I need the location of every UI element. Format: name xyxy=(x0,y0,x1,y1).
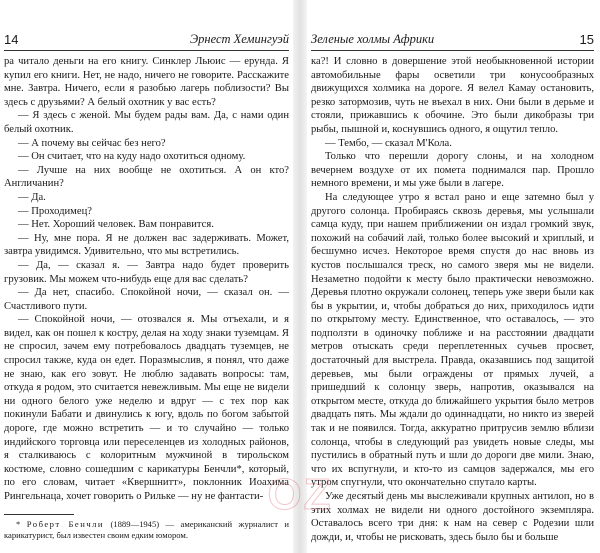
paragraph: Уже десятый день мы выслеживали крупных антилоп, но в этих холмах не видели ни одного достойного экземпляра. Оставалось всего три дня: к нам на север с Родезии шли дожди, и, чтобы не рисковать, здесь было бы и больше xyxy=(311,491,594,543)
footnote-name: Роберт Бенчли xyxy=(26,518,105,529)
left-page xyxy=(0,0,293,553)
right-page-number: 15 xyxy=(579,31,594,47)
left-page-running-title: Эрнест Хемингуэй xyxy=(189,31,289,46)
paragraph: — Нет. Хороший человек. Вам понравится. xyxy=(18,219,214,231)
paragraph: ка?! И словно в довершение этой необыкновенной истории автомобильные фары осветили три конусообразных движущихся холмика на дороге. Я велел Камау остановить, резко затормозив, чуть не въехал в них. Они были в дерьме и стояли, прижавшись к обочине. Это были дикобразы три рыбы, пышной и, коснувшись одного, я ощутил тепло. xyxy=(311,56,594,135)
paragraph: — Лучше на них вообще не охотиться. А он кто? Англичанин? xyxy=(4,164,289,190)
left-page-text xyxy=(4,55,289,504)
paragraph: На следующее утро я встал рано и еще затемно был у другого солонца. Пробираясь сквозь деревья, мы услышали самца куду, при нашем приближении он издал громкий звук, похожий на собачий лай, только более высокий и хриплый, и бесшумно исчез. Некоторое время спустя до нас вновь из кустов послышался треск, но самого зверя мы не видели. Незаметно подойти к месту было практически невозможно. Деревья плотно окружали солонец, теперь уже звери были как бы в укрытии, и, чтобы добраться до них, приходилось идти по открытому месту. Единственное, что оставалось, — это подползти в одиночку поближе и на расстоянии двадцати метров отыскать среди переплетенных сучьев просвет, достаточный для выстрела. Правда, оказавшись под защитой деревьев, мы были ограждены от прямых лучей, а пришедший к солонцу зверь, напротив, оказывался на открытом месте, откуда до ближайшего укрытия было метров двадцать пять. Мы ждали до одиннадцати, но никто из зверей так и не появился. Тогда, аккуратно притрусив землю вблизи солонца, чтобы в следующий раз увидеть новые следы, мы пустились в обратный путь и шли до дороги две мили. Знаю, что их вспугнули, и кто-то из самцов задержался, мы его утром спугнули, что окончательно спутало карты. xyxy=(311,191,594,489)
paragraph: — Ну, мне пора. Я не должен вас задерживать. Может, завтра увидимся. Удивительно, что мы встретились. xyxy=(4,232,289,258)
paragraph: ра читало деньги на его книгу. Синклер Льюис — ерунда. Я купил его книги. Нет, не надо, ничего не говорите. Расскажите мне. Завтра. Ничего, если я разобью лагерь поблизости? Вы здесь с друзьями? А белый охотник у вас есть? xyxy=(4,56,289,108)
footnote xyxy=(4,519,289,541)
paragraph: — Я здесь с женой. Мы будем рады вам. Да, с нами один белый охотник. xyxy=(4,110,289,135)
paragraph: — А почему вы сейчас без него? xyxy=(18,137,166,149)
paragraph: — Да. xyxy=(18,191,46,203)
left-page-number: 14 xyxy=(4,31,19,47)
paragraph: — Он считает, что на куду надо охотиться одному. xyxy=(18,151,246,163)
footnote-divider xyxy=(4,514,74,515)
right-page-running-title: Зеленые холмы Африки xyxy=(311,31,435,46)
paragraph: — Тембо, — сказал М'Кола. xyxy=(325,137,452,149)
paragraph: — Да нет, спасибо. Спокойной ночи, — сказал он. — Счастливого пути. xyxy=(4,287,289,312)
right-page-text xyxy=(311,55,594,544)
paragraph: — Проходимец? xyxy=(18,205,92,217)
paragraph: Только что перешли дорогу слоны, и на холодном вечернем воздухе от их помета поднимался пар. Прошло немного времени, и мы уже были в лагере. xyxy=(311,151,594,190)
left-page-header xyxy=(4,28,289,51)
book-gutter xyxy=(293,0,307,553)
footnote-marker: * xyxy=(16,518,21,529)
right-page xyxy=(307,0,600,553)
footnote-text: (1889—1945) — американский журналист и карикатурист, был известен своим едким юмором. xyxy=(4,518,289,540)
paragraph: — Спокойной ночи, — отозвался я. Мы отъехали, и я видел, как он пошел к костру, делая на ходу знаки туземцам. Я не спросил, зачем ему потребовалось двадцать туземцев, не спросил также, куда он едет. Поразмыслив, я понял, что даже не знаю, как его зовут. Не люблю задавать вопросы: там, откуда я родом, это считается невежливым. Мы еще не видели ни одного белого уже неделю и вдруг — с тех пор как покинули Бабати и двинулись к югу, вдоль по богом забытой дороге, где можно встретить — и то случайно — только индийского торговца или переселенцев из холодных районов, я сталкиваюсь с колоритным мужчиной в тирольском костюме, словно сошедшим с карикатуры Бенчли*, который, по его словам, читает «Квершнитт», поклонник Иоахима Рингельнаца, хочет говорить о Рильке — ну не фантасти- xyxy=(4,314,289,502)
paragraph: — Да, — сказал я. — Завтра надо будет проверить грузовик. Мы можем что-нибудь еще для вас сделать? xyxy=(4,259,289,285)
right-page-header xyxy=(311,28,594,51)
